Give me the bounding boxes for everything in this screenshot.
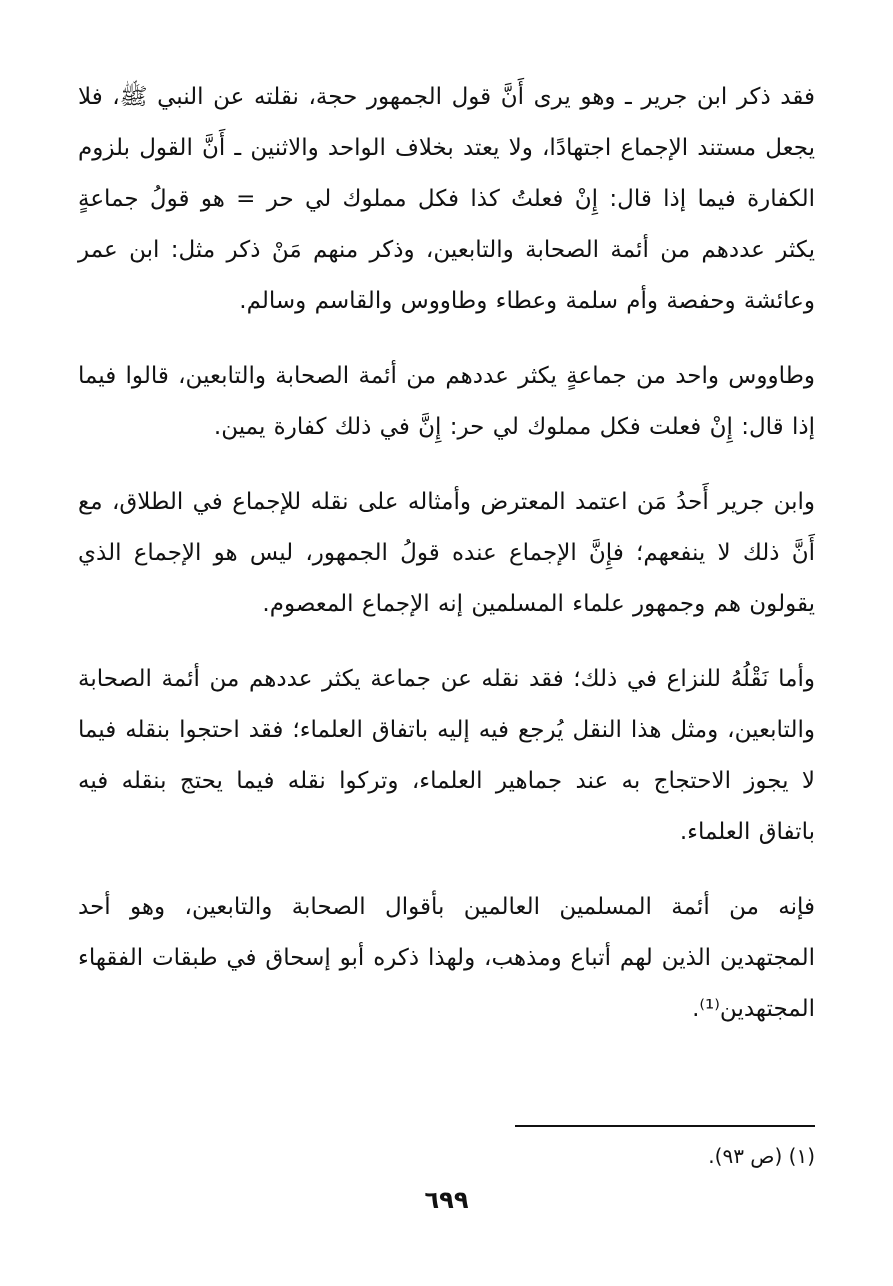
footnote-area xyxy=(515,1125,815,1171)
paragraph-2: وطاووس واحد من جماعةٍ يكثر عددهم من أئمة الصحابة والتابعين، قالوا فيما إذا قال: إِنْ فعلت فكل مملوك لي حر: إِنَّ في ذلك كفارة يمين. xyxy=(78,363,815,440)
footnote-divider xyxy=(515,1125,815,1127)
page-number: ٦٩٩ xyxy=(424,1186,469,1214)
footnote-text: (١) (ص ٩٣). xyxy=(708,1144,815,1168)
paragraph-4: وأما نَقْلُهُ للنزاع في ذلك؛ فقد نقله عن جماعة يكثر عددهم من أئمة الصحابة والتابعين، ومثل هذا النقل يُرجع فيه إليه باتفاق العلماء؛ فقد احتجوا بنقله فيما لا يجوز الاحتجاج به عند جماهير العلماء، وتركوا نقله فيما يحتج بنقله فيه باتفاق العلماء. xyxy=(78,666,815,845)
page-body xyxy=(78,72,815,1286)
paragraph-5: فإنه من أئمة المسلمين العالمين بأقوال الصحابة والتابعين، وهو أحد المجتهدين الذين لهم أتباع ومذهب، ولهذا ذكره أبو إسحاق في طبقات الفقهاء المجتهدين⁽¹⁾. xyxy=(78,894,815,1022)
paragraph-1: فقد ذكر ابن جرير ـ وهو يرى أَنَّ قول الجمهور حجة، نقلته عن النبي ﷺ، فلا يجعل مستند الإجماع اجتهادًا، ولا يعتد بخلاف الواحد والاثنين ـ أَنَّ القول بلزوم الكفارة فيما إذا قال: إِنْ فعلتُ كذا فكل مملوك لي حر = هو قولُ جماعةٍ يكثر عددهم من أئمة الصحابة والتابعين، وذكر منهم مَنْ ذكر مثل: ابن عمر وعائشة وحفصة وأم سلمة وعطاء وطاووس والقاسم وسالم. xyxy=(78,84,815,314)
paragraph-3: وابن جرير أَحدُ مَن اعتمد المعترض وأمثاله على نقله للإجماع في الطلاق، مع أَنَّ ذلك لا ينفعهم؛ فإِنَّ الإجماع عنده قولُ الجمهور، ليس هو الإجماع الذي يقولون هم وجمهور علماء المسلمين إنه الإجماع المعصوم. xyxy=(78,489,815,617)
